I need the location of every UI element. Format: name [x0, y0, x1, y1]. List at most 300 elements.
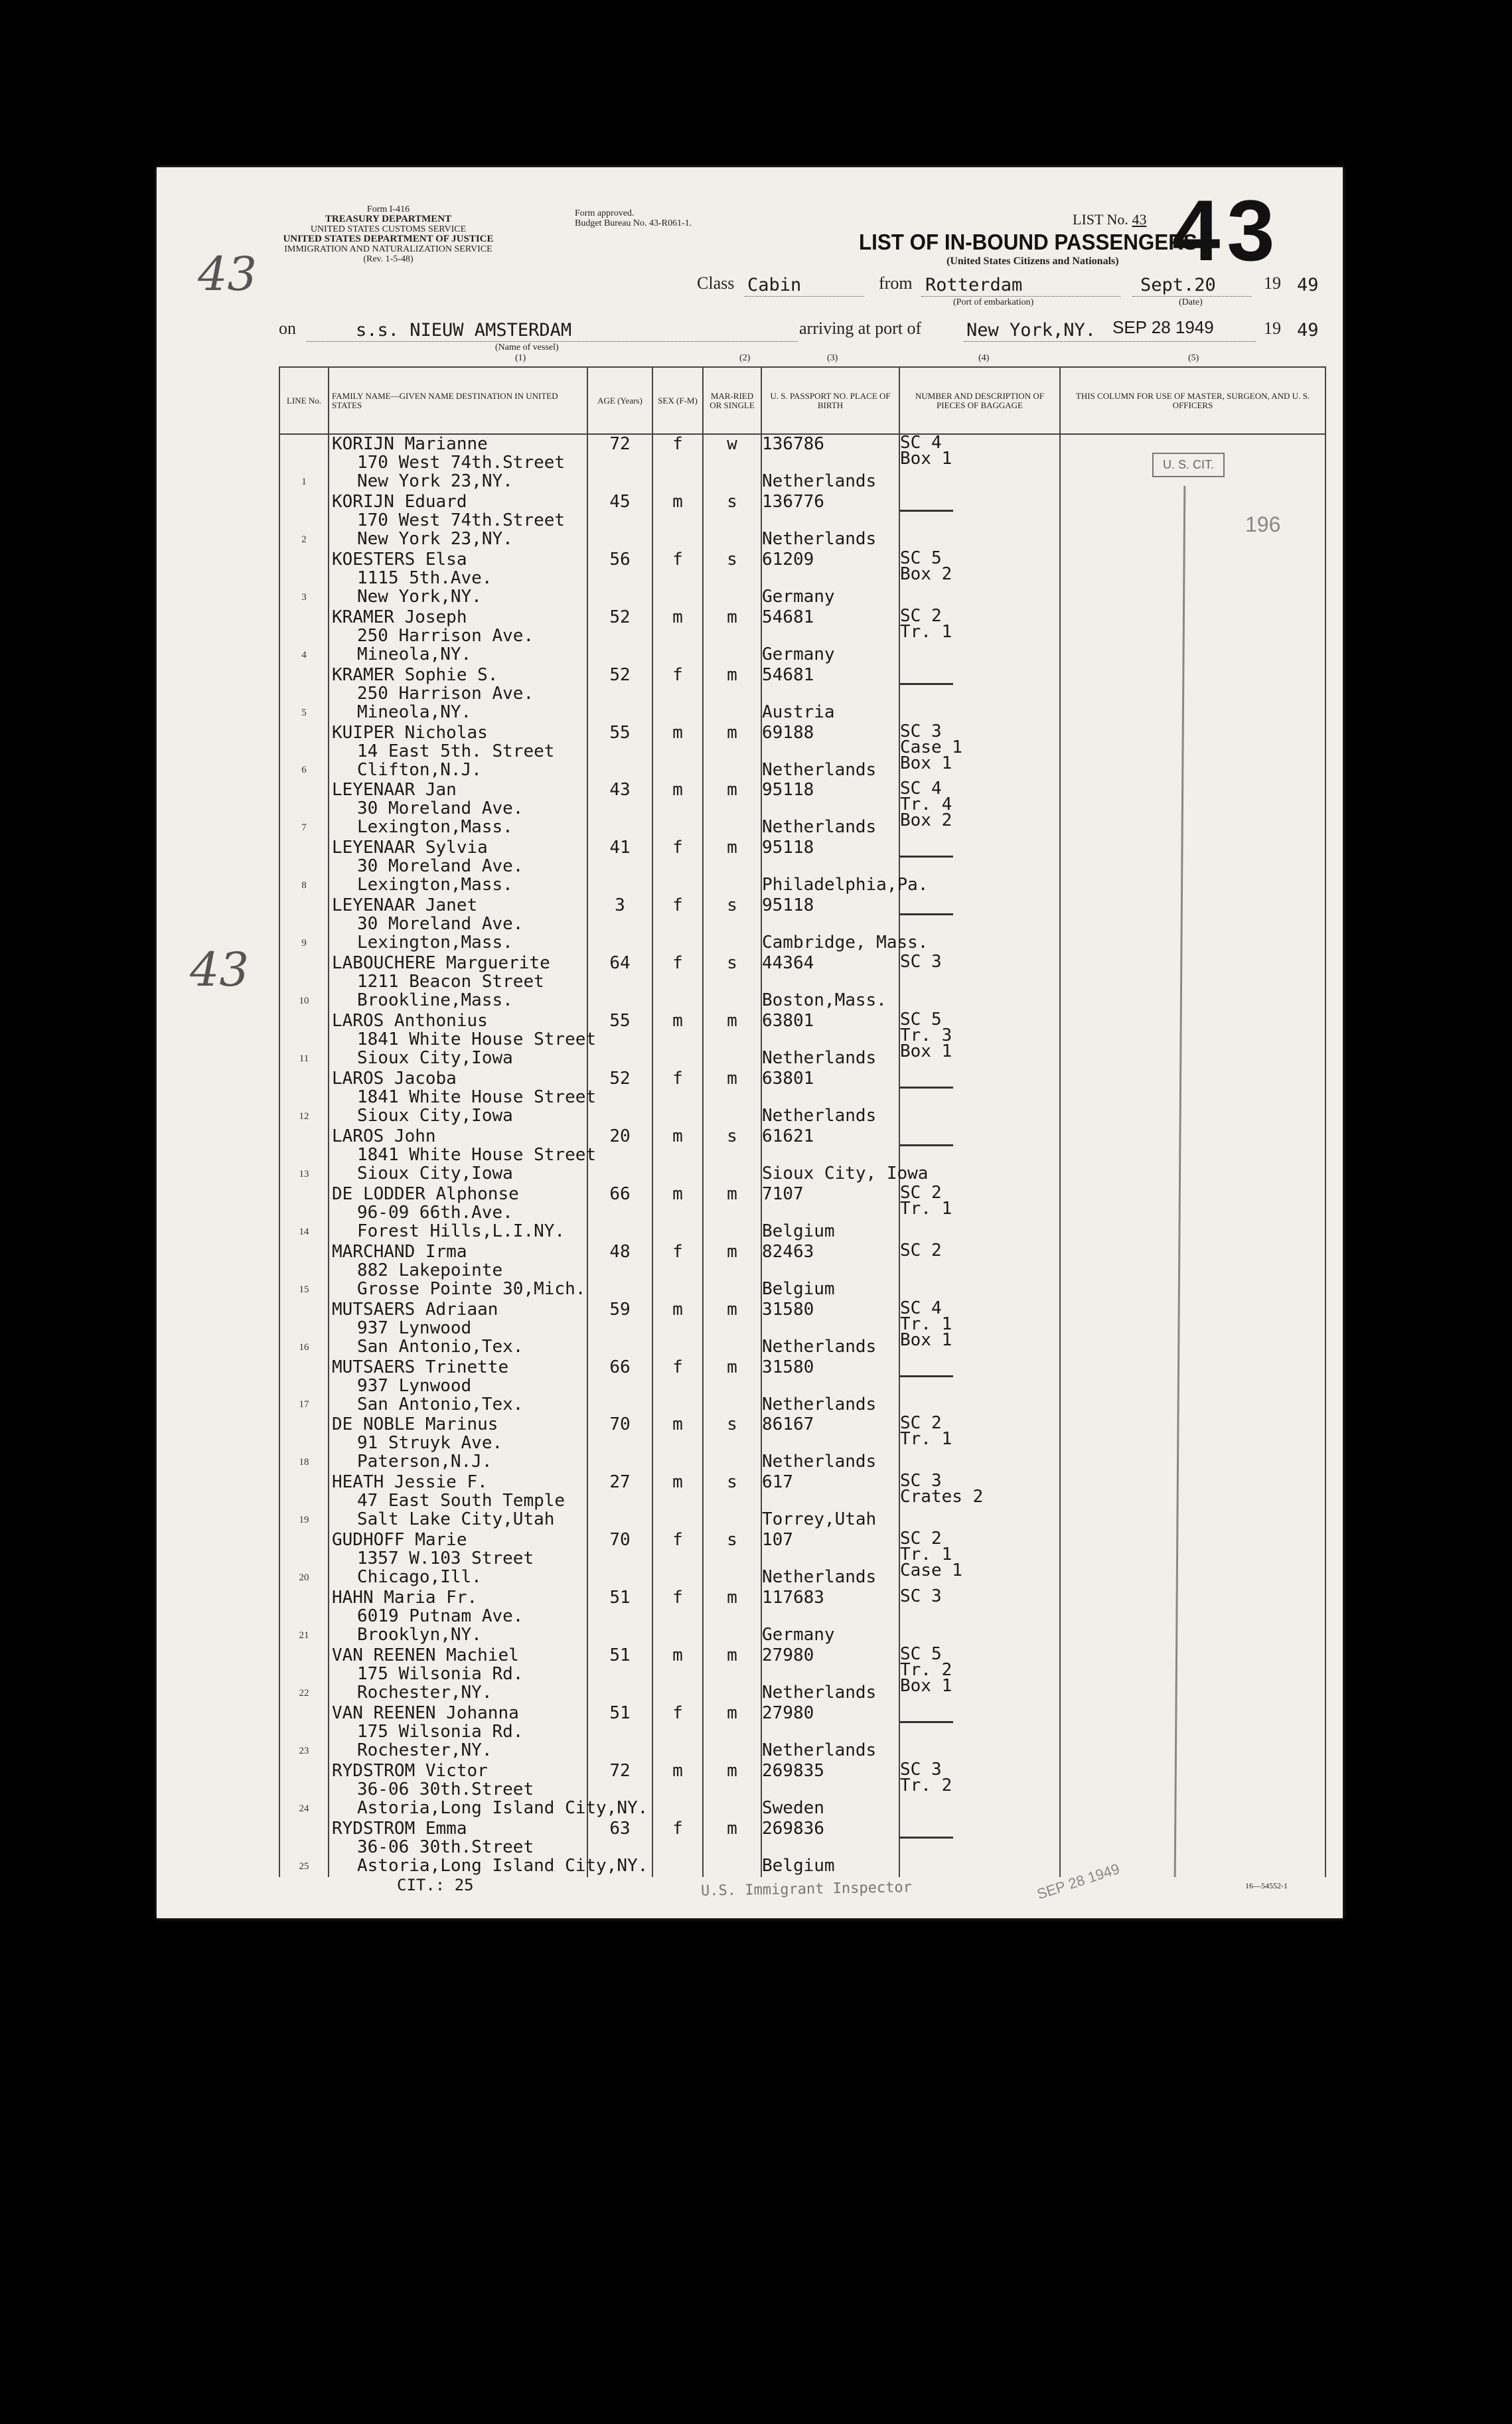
passenger-name-cell [329, 954, 587, 1012]
address-line-2: Rochester,NY. [357, 1740, 492, 1760]
line-number-value: 20 [299, 1572, 309, 1584]
line-number-value: 6 [301, 765, 307, 776]
address-line-2: Sioux City,Iowa [357, 1105, 513, 1126]
baggage-cell [899, 434, 1060, 492]
place-of-birth: Netherlands [762, 1048, 877, 1069]
passport-cell [761, 895, 929, 954]
officer-cell [1060, 1185, 1325, 1243]
line-number-value: 15 [299, 1284, 309, 1295]
age: 48 [587, 1243, 652, 1300]
baggage-item: SC 2 [900, 1182, 942, 1203]
citizen-total: CIT.: 25 [397, 1876, 474, 1894]
age: 3 [587, 896, 652, 954]
address-line-2: Astoria,Long Island City,NY. [357, 1855, 648, 1876]
line-number-value: 8 [301, 880, 307, 891]
baggage-item: SC 5 [900, 548, 942, 568]
line-number [279, 1415, 329, 1473]
passenger-row [279, 1473, 1325, 1531]
line-number [279, 666, 329, 723]
sex: m [652, 723, 703, 781]
line-number [279, 1588, 329, 1646]
col-passport: U. S. PASSPORT NO. PLACE OF BIRTH [761, 367, 899, 434]
us-cit-stamp: U. S. CIT. [1152, 453, 1225, 477]
line-number [279, 1012, 329, 1069]
col-line-no: LINE No. [279, 367, 329, 434]
passport-cell [761, 1531, 899, 1588]
marital-status: m [703, 1243, 761, 1300]
address-line-2: Clifton,N.J. [357, 759, 482, 780]
baggage-cell [899, 1759, 1060, 1819]
age: 20 [587, 1127, 652, 1185]
passenger-name: KORIJN Eduard [332, 491, 467, 512]
passport-cell [761, 434, 899, 492]
passport-number: 269836 [762, 1818, 824, 1839]
baggage-item: SC 2 [900, 1529, 942, 1549]
baggage-cell [899, 723, 1060, 781]
vessel-name: s.s. NIEUW AMSTERDAM [356, 320, 572, 341]
passport-number: 617 [762, 1472, 793, 1493]
passenger-name: VAN REENEN Machiel [332, 1645, 519, 1666]
passport-number: 31580 [762, 1357, 814, 1377]
baggage-item: Box 1 [900, 1041, 952, 1062]
sex: m [652, 1415, 703, 1473]
officer-cell [1060, 1531, 1325, 1588]
passport-cell [761, 1185, 899, 1243]
passport-number: 27980 [762, 1645, 814, 1666]
passport-cell [761, 1704, 899, 1762]
marital-status: s [703, 1127, 761, 1185]
place-of-birth: Netherlands [762, 1336, 877, 1357]
marital-status: m [703, 838, 761, 896]
address-line-1: 1357 W.103 Street [357, 1549, 534, 1569]
officer-cell [1060, 1415, 1325, 1473]
passenger-name: LABOUCHERE Marguerite [332, 953, 550, 974]
place-of-birth: Sweden [762, 1797, 824, 1818]
revision-label: (Rev. 1-5-48) [363, 254, 414, 264]
page-title: LIST OF IN-BOUND PASSENGERS [859, 230, 1197, 254]
place-of-birth: Netherlands [762, 759, 877, 780]
age: 51 [587, 1704, 652, 1762]
baggage-item: SC 4 [900, 1298, 942, 1318]
port-caption: (Port of embarkation) [953, 297, 1034, 307]
marital-status: m [703, 1012, 761, 1069]
passport-cell [761, 550, 899, 608]
baggage-item: Box 1 [900, 449, 952, 469]
class-value: Cabin [747, 275, 802, 295]
address-line-2: New York 23,NY. [357, 471, 513, 491]
address-line-2: Sioux City,Iowa [357, 1048, 513, 1069]
address-line-2: Forest Hills,L.I.NY. [357, 1221, 566, 1241]
address-line-2: Astoria,Long Island City,NY. [357, 1797, 648, 1818]
sex: m [652, 1646, 703, 1704]
address-line-2: Grosse Pointe 30,Mich. [357, 1278, 586, 1299]
marital-status: m [703, 1300, 761, 1358]
address-line-1: 6019 Putnam Ave. [357, 1606, 524, 1627]
baggage-item: SC 4 [900, 433, 942, 453]
passport-cell [761, 1588, 899, 1646]
passenger-name: MUTSAERS Adriaan [332, 1299, 498, 1320]
passenger-name-cell [329, 1185, 587, 1243]
sex: f [652, 1819, 703, 1877]
baggage-none [900, 1721, 953, 1723]
passenger-name: DE LODDER Alphonse [332, 1183, 519, 1204]
passenger-row [279, 608, 1325, 666]
place-of-birth: Netherlands [762, 1683, 877, 1703]
line-number-value: 21 [299, 1630, 309, 1641]
passport-number: 95118 [762, 895, 814, 916]
big-list-number: 43 [1172, 182, 1282, 279]
address-line-1: 175 Wilsonia Rd. [357, 1664, 524, 1685]
age: 55 [587, 1012, 652, 1069]
marital-status: m [703, 608, 761, 666]
arriving-label: arriving at port of [799, 319, 922, 338]
baggage-item: SC 3 [900, 952, 942, 972]
passenger-name: KOESTERS Elsa [332, 549, 467, 569]
line-number-value: 1 [301, 476, 307, 487]
place-of-birth: Netherlands [762, 1105, 877, 1126]
age: 45 [587, 492, 652, 550]
baggage-item: SC 3 [900, 1586, 942, 1607]
passenger-table [279, 366, 1326, 1877]
baggage-cell [899, 1182, 1060, 1243]
page-subtitle: (United States Citizens and Nationals) [946, 256, 1119, 267]
line-number [279, 550, 329, 608]
passenger-name: LEYENAAR Jan [332, 780, 457, 800]
address-line-1: 1841 White House Street [357, 1144, 597, 1165]
line-number [279, 1127, 329, 1185]
line-number [279, 1185, 329, 1243]
address-line-2: Mineola,NY. [357, 644, 472, 664]
line-number [279, 781, 329, 838]
officer-cell [1060, 1588, 1325, 1646]
baggage-item: SC 2 [900, 1240, 942, 1260]
marital-status: m [703, 723, 761, 781]
baggage-cell [899, 1415, 1060, 1473]
line-number-value: 23 [299, 1745, 309, 1756]
baggage-item: Box 2 [900, 564, 952, 584]
passenger-row [279, 896, 1325, 954]
officer-cell [1060, 1127, 1325, 1185]
age: 41 [587, 838, 652, 896]
vessel-caption: (Name of vessel) [495, 342, 559, 352]
col-sex: SEX (F-M) [652, 367, 703, 434]
sex: f [652, 838, 703, 896]
address-line-1: 47 East South Temple [357, 1491, 566, 1511]
address-line-1: 1115 5th.Ave. [357, 568, 492, 588]
baggage-item: SC 3 [900, 1759, 942, 1780]
place-of-birth: Netherlands [762, 1740, 877, 1760]
passport-number: 27980 [762, 1703, 814, 1723]
line-number-value: 9 [301, 938, 307, 949]
address-line-1: 937 Lynwood [357, 1375, 472, 1396]
line-number-value: 22 [299, 1687, 309, 1699]
address-line-1: 170 West 74th.Street [357, 510, 566, 530]
baggage-none [900, 1375, 953, 1377]
passenger-name: LAROS Anthonius [332, 1011, 488, 1031]
baggage-item: Tr. 1 [900, 1545, 952, 1565]
arrival-port: New York,NY. [966, 320, 1096, 341]
passenger-name: LAROS Jacoba [332, 1068, 457, 1089]
form-number: Form I-416 [366, 204, 410, 214]
marital-status: m [703, 1358, 761, 1416]
address-line-2: Paterson,N.J. [357, 1452, 492, 1472]
baggage-none [900, 1087, 953, 1089]
passenger-name-cell [329, 1068, 597, 1127]
marital-status: s [703, 1473, 761, 1531]
address-line-2: Sioux City,Iowa [357, 1163, 513, 1183]
address-line-2: Chicago,Ill. [357, 1567, 482, 1588]
passport-number: 44364 [762, 953, 814, 974]
age: 51 [587, 1588, 652, 1646]
baggage-item: Crates 2 [900, 1487, 984, 1507]
passport-number: 63801 [762, 1068, 814, 1089]
age: 52 [587, 666, 652, 723]
passenger-row [279, 666, 1325, 723]
line-number-value: 18 [299, 1457, 309, 1468]
baggage-cell [899, 1704, 1060, 1762]
baggage-item: SC 2 [900, 605, 942, 626]
place-of-birth: Sioux City, Iowa [762, 1163, 929, 1183]
address-line-1: 30 Moreland Ave. [357, 798, 524, 819]
place-of-birth: Belgium [762, 1278, 835, 1299]
passenger-row [279, 1819, 1325, 1877]
baggage-cell [899, 1473, 1060, 1531]
address-line-1: 14 East 5th. Street [357, 741, 555, 761]
baggage-none [900, 510, 953, 512]
year-prefix: 19 [1264, 273, 1281, 293]
marital-status: m [703, 1762, 761, 1819]
baggage-cell [899, 492, 1060, 550]
address-line-1: 175 Wilsonia Rd. [357, 1721, 524, 1742]
pencil-number: 196 [1245, 512, 1281, 536]
address-line-2: Lexington,Mass. [357, 875, 513, 895]
baggage-none [900, 1144, 953, 1146]
line-number-value: 5 [301, 707, 307, 718]
place-of-birth: Netherlands [762, 528, 877, 549]
passenger-row [279, 954, 1325, 1012]
baggage-cell [899, 1588, 1060, 1646]
sex: f [652, 666, 703, 723]
marital-status: m [703, 1069, 761, 1127]
address-line-2: Rochester,NY. [357, 1683, 492, 1703]
address-line-1: 1841 White House Street [357, 1087, 597, 1107]
baggage-cell [899, 1531, 1060, 1588]
baggage-cell [899, 1358, 1060, 1416]
line-number-value: 14 [299, 1226, 309, 1237]
passenger-row [279, 1762, 1325, 1819]
passport-number: 269835 [762, 1760, 824, 1781]
address-line-2: San Antonio,Tex. [357, 1394, 524, 1414]
line-number-value: 16 [299, 1341, 309, 1353]
baggage-cell [899, 1240, 1060, 1300]
baggage-none [900, 913, 953, 915]
passport-number: 54681 [762, 607, 814, 627]
passport-number: 7107 [762, 1183, 804, 1204]
baggage-cell [899, 666, 1060, 723]
marital-status: s [703, 1415, 761, 1473]
officer-cell [1060, 666, 1325, 723]
baggage-cell [899, 781, 1060, 838]
baggage-item: SC 4 [900, 779, 942, 799]
baggage-item: Case 1 [900, 737, 962, 757]
passport-cell [761, 666, 899, 723]
passenger-name: HEATH Jessie F. [332, 1472, 488, 1493]
passenger-name-cell [329, 1300, 587, 1358]
sex: f [652, 1069, 703, 1127]
officer-cell [1060, 1358, 1325, 1416]
baggage-item: Tr. 2 [900, 1775, 952, 1795]
margin-note-top: 43 [198, 247, 258, 301]
baggage-item: Case 1 [900, 1560, 962, 1581]
age: 70 [587, 1531, 652, 1588]
date-caption: (Date) [1179, 297, 1203, 307]
passenger-row [279, 550, 1325, 608]
list-number [1073, 211, 1146, 228]
approval-block [575, 208, 692, 228]
passenger-name-cell [329, 1243, 587, 1300]
passport-cell [761, 1415, 899, 1473]
baggage-cell [899, 605, 1060, 666]
address-line-1: 36-06 30th.Street [357, 1837, 534, 1857]
address-line-2: Brookline,Mass. [357, 990, 513, 1011]
marital-status: m [703, 666, 761, 723]
place-of-birth: Netherlands [762, 1394, 877, 1414]
passport-number: 117683 [762, 1588, 824, 1608]
sex: m [652, 1012, 703, 1069]
address-line-1: 30 Moreland Ave. [357, 856, 524, 877]
sex: m [652, 1473, 703, 1531]
sex: f [652, 1588, 703, 1646]
line-number [279, 1069, 329, 1127]
passport-number: 63801 [762, 1011, 814, 1031]
col-ref-4: (4) [978, 353, 990, 363]
sex: m [652, 1300, 703, 1358]
marital-status: m [703, 1646, 761, 1704]
passenger-row [279, 1012, 1325, 1069]
sex: f [652, 1704, 703, 1762]
sex: m [652, 781, 703, 838]
line-number [279, 1243, 329, 1300]
age: 27 [587, 1473, 652, 1531]
passenger-name-cell [329, 896, 587, 954]
address-line-1: 96-09 66th.Ave. [357, 1202, 513, 1223]
passenger-name-cell [329, 838, 587, 896]
officer-cell [1060, 723, 1325, 781]
col-age: AGE (Years) [587, 367, 652, 434]
age: 63 [587, 1819, 652, 1877]
arrival-year: 49 [1297, 320, 1319, 341]
passport-cell [761, 1300, 899, 1358]
age: 43 [587, 781, 652, 838]
sex: f [652, 434, 703, 492]
passenger-row [279, 1069, 1325, 1127]
passenger-name: KUIPER Nicholas [332, 722, 488, 743]
officer-cell [1060, 1473, 1325, 1531]
address-line-1: 1211 Beacon Street [357, 972, 544, 992]
sex: f [652, 954, 703, 1012]
passenger-name-cell [329, 666, 587, 723]
passenger-name: VAN REENEN Johanna [332, 1703, 519, 1723]
line-number-value: 19 [299, 1515, 309, 1526]
place-of-birth: Netherlands [762, 817, 877, 838]
class-label: Class [697, 273, 735, 293]
place-of-birth: Netherlands [762, 1567, 877, 1588]
baggage-none [900, 683, 953, 685]
passenger-name-cell [329, 1126, 597, 1185]
passenger-row [279, 1588, 1325, 1646]
line-number-value: 13 [299, 1168, 309, 1179]
passenger-name-cell [329, 1531, 587, 1588]
ins-label: IMMIGRATION AND NATURALIZATION SERVICE [284, 244, 492, 254]
passenger-name: DE NOBLE Marinus [332, 1414, 498, 1435]
address-line-1: 250 Harrison Ave. [357, 683, 534, 704]
line-number [279, 1704, 329, 1762]
sex: f [652, 1243, 703, 1300]
baggage-item: SC 5 [900, 1644, 942, 1665]
address-line-2: New York 23,NY. [357, 528, 513, 549]
marital-status: w [703, 434, 761, 492]
baggage-item: Tr. 1 [900, 1429, 952, 1450]
line-number [279, 434, 329, 492]
passenger-name: GUDHOFF Marie [332, 1530, 467, 1551]
marital-status: m [703, 1185, 761, 1243]
passport-number: 54681 [762, 664, 814, 685]
passenger-name: LEYENAAR Sylvia [332, 838, 488, 858]
place-of-birth: Boston,Mass. [762, 990, 887, 1011]
line-number [279, 1300, 329, 1358]
passport-cell [761, 723, 899, 781]
address-line-1: 91 Struyk Ave. [357, 1433, 503, 1454]
address-line-1: 250 Harrison Ave. [357, 625, 534, 646]
passport-number: 95118 [762, 780, 814, 800]
passenger-name-cell [329, 1473, 587, 1531]
passenger-name: LAROS John [332, 1126, 436, 1146]
baggage-item: Box 1 [900, 753, 952, 773]
passenger-name: LEYENAAR Janet [332, 895, 478, 916]
line-number [279, 1473, 329, 1531]
place-of-birth: Netherlands [762, 1452, 877, 1472]
passenger-name: RYDSTROM Emma [332, 1818, 467, 1839]
address-line-1: 30 Moreland Ave. [357, 914, 524, 935]
passenger-name-cell [329, 1818, 648, 1877]
baggage-item: Box 1 [900, 1329, 952, 1350]
line-number-value: 10 [299, 996, 309, 1007]
sex: m [652, 1127, 703, 1185]
address-line-1: 1841 White House Street [357, 1029, 597, 1050]
line-number-value: 11 [299, 1053, 309, 1064]
line-number [279, 1762, 329, 1819]
passenger-row [279, 1531, 1325, 1588]
officer-cell [1060, 781, 1325, 838]
passenger-row [279, 781, 1325, 838]
place-of-birth: Germany [762, 1625, 835, 1645]
line-number-value: 24 [299, 1803, 309, 1814]
age: 70 [587, 1415, 652, 1473]
passport-cell [761, 608, 899, 666]
passenger-row [279, 1704, 1325, 1762]
baggage-item: SC 5 [900, 1010, 942, 1030]
age: 72 [587, 1762, 652, 1819]
officer-cell [1060, 550, 1325, 608]
officer-cell [1060, 1762, 1325, 1819]
passenger-name: HAHN Maria Fr. [332, 1588, 478, 1608]
baggage-cell [899, 550, 1060, 608]
passenger-name: KORIJN Marianne [332, 434, 488, 454]
address-line-2: San Antonio,Tex. [357, 1336, 524, 1357]
marital-status: m [703, 1819, 761, 1877]
passport-cell [761, 1126, 929, 1185]
line-number [279, 608, 329, 666]
